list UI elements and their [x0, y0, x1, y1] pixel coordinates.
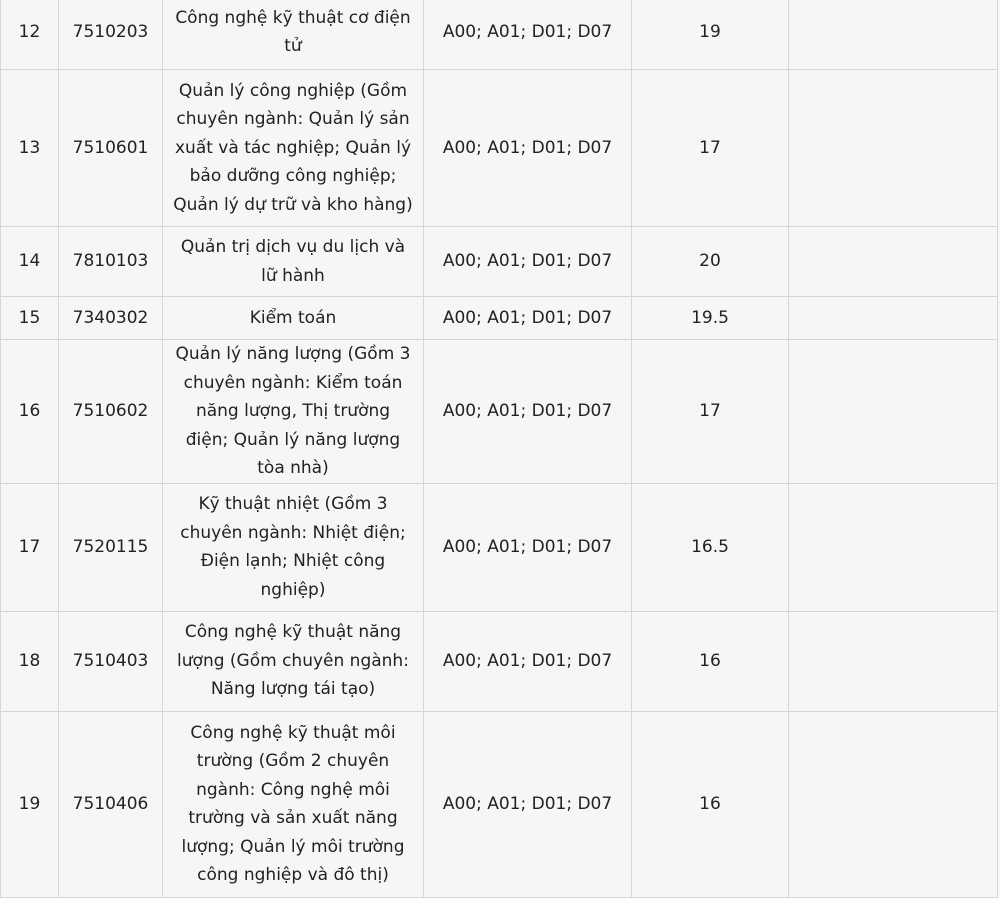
- admission-score: 16.5: [632, 483, 789, 611]
- admission-score: 16: [632, 711, 789, 897]
- row-number: 13: [1, 70, 59, 227]
- major-name: Quản trị dịch vụ du lịch và lữ hành: [163, 227, 424, 297]
- major-name: Công nghệ kỹ thuật năng lượng (Gồm chuyên ngành: Năng lượng tái tạo): [163, 611, 424, 711]
- major-name: Quản lý năng lượng (Gồm 3 chuyên ngành: Kiểm toán năng lượng, Thị trường điện; Quản lý năng lượng tòa nhà): [163, 340, 424, 484]
- row-number: 12: [1, 0, 59, 70]
- major-code: 7510406: [59, 711, 163, 897]
- row-number: 18: [1, 611, 59, 711]
- note-cell: [789, 483, 998, 611]
- subject-combinations: A00; A01; D01; D07: [424, 711, 632, 897]
- subject-combinations: A00; A01; D01; D07: [424, 0, 632, 70]
- major-code: 7510403: [59, 611, 163, 711]
- admission-score: 19.5: [632, 297, 789, 340]
- note-cell: [789, 340, 998, 484]
- major-name: Công nghệ kỹ thuật môi trường (Gồm 2 chuyên ngành: Công nghệ môi trường và sản xuất năng lượng; Quản lý môi trường công nghiệp và đô thị): [163, 711, 424, 897]
- major-code: 7340302: [59, 297, 163, 340]
- table-row: [1, 227, 998, 297]
- subject-combinations: A00; A01; D01; D07: [424, 70, 632, 227]
- table-row: [1, 70, 998, 227]
- major-code: 7520115: [59, 483, 163, 611]
- admission-score: 20: [632, 227, 789, 297]
- major-code: 7510601: [59, 70, 163, 227]
- subject-combinations: A00; A01; D01; D07: [424, 297, 632, 340]
- table-row: [1, 711, 998, 897]
- table-row: [1, 297, 998, 340]
- row-number: 17: [1, 483, 59, 611]
- major-code: 7510602: [59, 340, 163, 484]
- table-row: [1, 611, 998, 711]
- admission-score: 17: [632, 70, 789, 227]
- table-row: [1, 340, 998, 484]
- note-cell: [789, 297, 998, 340]
- note-cell: [789, 0, 998, 70]
- row-number: 14: [1, 227, 59, 297]
- major-code: 7810103: [59, 227, 163, 297]
- admission-score: 16: [632, 611, 789, 711]
- table-row: [1, 483, 998, 611]
- row-number: 16: [1, 340, 59, 484]
- major-name: Kỹ thuật nhiệt (Gồm 3 chuyên ngành: Nhiệt điện; Điện lạnh; Nhiệt công nghiệp): [163, 483, 424, 611]
- note-cell: [789, 70, 998, 227]
- subject-combinations: A00; A01; D01; D07: [424, 227, 632, 297]
- row-number: 19: [1, 711, 59, 897]
- major-name: Công nghệ kỹ thuật cơ điện tử: [163, 0, 424, 70]
- subject-combinations: A00; A01; D01; D07: [424, 483, 632, 611]
- major-name: Kiểm toán: [163, 297, 424, 340]
- admission-score: 19: [632, 0, 789, 70]
- row-number: 15: [1, 297, 59, 340]
- table-row: [1, 0, 998, 70]
- note-cell: [789, 711, 998, 897]
- subject-combinations: A00; A01; D01; D07: [424, 340, 632, 484]
- major-code: 7510203: [59, 0, 163, 70]
- admission-score: 17: [632, 340, 789, 484]
- note-cell: [789, 227, 998, 297]
- major-name: Quản lý công nghiệp (Gồm chuyên ngành: Quản lý sản xuất và tác nghiệp; Quản lý bảo dưỡng công nghiệp; Quản lý dự trữ và kho hàng): [163, 70, 424, 227]
- note-cell: [789, 611, 998, 711]
- subject-combinations: A00; A01; D01; D07: [424, 611, 632, 711]
